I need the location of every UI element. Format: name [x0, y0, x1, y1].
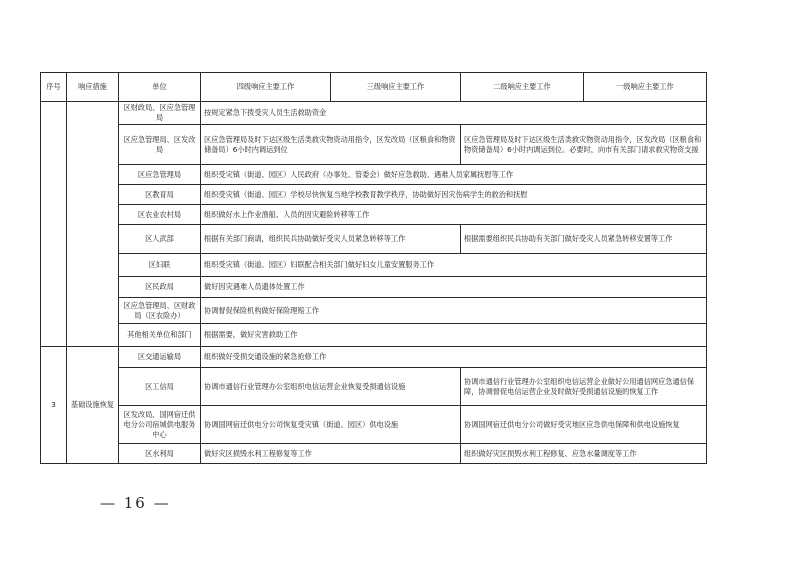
section-no-cell: 3 [41, 347, 67, 464]
section-no-cell [41, 102, 67, 347]
work-cell: 组织做好灾区损毁水利工程修复、应急水量调度等工作 [461, 444, 707, 464]
work-cell: 做好因灾遇难人员遗体处置工作 [201, 277, 707, 298]
header-measure: 响应措施 [67, 73, 119, 102]
unit-cell: 区应急管理局、区发改局 [119, 125, 201, 165]
work-cell: 区应急管理局及时下达区级生活类救灾物资动用指令，区发改局（区粮食和物资储备局）6小时内调运到位。必要时，向市有关部门请求救灾物资支援 [461, 125, 707, 165]
work-cell: 组织做好受损交通设施的紧急抢修工作 [201, 347, 707, 368]
section-measure-cell [67, 102, 119, 347]
table-row [41, 444, 707, 464]
work-cell: 根据需要，做好灾害救助工作 [201, 324, 707, 347]
table-row [41, 225, 707, 254]
table-row [41, 324, 707, 347]
unit-cell: 区交通运输局 [119, 347, 201, 368]
table-row [41, 165, 707, 185]
unit-cell: 区发改局、国网宿迁供电分公司宿城供电服务中心 [119, 406, 201, 444]
unit-cell: 区应急管理局、区财政局（区农险办） [119, 298, 201, 324]
table-row [41, 254, 707, 277]
unit-cell: 区妇联 [119, 254, 201, 277]
work-cell: 根据有关部门商请，组织民兵协助做好受灾人员紧急转移等工作 [201, 225, 461, 254]
header-no: 序号 [41, 73, 67, 102]
table-row [41, 347, 707, 368]
header-level1: 一级响应主要工作 [584, 73, 707, 102]
work-cell: 组织受灾镇（街道、园区）人民政府（办事处、管委会）做好应急救助、遇难人员家属抚慰等工作 [201, 165, 707, 185]
table-row [41, 205, 707, 225]
work-cell: 根据需要组织民兵协助有关部门做好受灾人员紧急转移安置等工作 [461, 225, 707, 254]
table-row [41, 185, 707, 205]
unit-cell: 区水利局 [119, 444, 201, 464]
work-cell: 组织受灾镇（街道、园区）学校尽快恢复当地学校教育教学秩序，协助做好因灾伤病学生的救治和抚慰 [201, 185, 707, 205]
table-row [41, 102, 707, 125]
work-cell: 区应急管理局及时下达区级生活类救灾物资动用指令，区发改局（区粮食和物资储备局）6小时内调运到位 [201, 125, 461, 165]
table-row [41, 406, 707, 444]
header-level4: 四级响应主要工作 [201, 73, 331, 102]
table-row [41, 368, 707, 406]
unit-cell: 区工信局 [119, 368, 201, 406]
table-header-row [41, 73, 707, 102]
table-row [41, 298, 707, 324]
header-level3: 三级响应主要工作 [331, 73, 461, 102]
unit-cell: 其他相关单位和部门 [119, 324, 201, 347]
section-measure-cell: 基础设施恢复 [67, 347, 119, 464]
work-cell: 组织做好水上作业渔船、人员的因灾避险转移等工作 [201, 205, 707, 225]
table-row [41, 125, 707, 165]
work-cell: 协调市通信行业管理办公室组织电信运营企业恢复受损通信设施 [201, 368, 461, 406]
unit-cell: 区应急管理局 [119, 165, 201, 185]
unit-cell: 区财政局、区应急管理局 [119, 102, 201, 125]
unit-cell: 区人武部 [119, 225, 201, 254]
work-cell: 组织受灾镇（街道、园区）妇联配合相关部门做好妇女儿童安置服务工作 [201, 254, 707, 277]
work-cell: 按规定紧急下拨受灾人员生活救助资金 [201, 102, 707, 125]
unit-cell: 区农业农村局 [119, 205, 201, 225]
work-cell: 协调国网宿迁供电分公司恢复受灾镇（街道、园区）供电设施 [201, 406, 461, 444]
header-level2: 二级响应主要工作 [461, 73, 584, 102]
work-cell: 协调市通信行业管理办公室组织电信运营企业做好公用通信网应急通信保障，协调督促电信运营企业及时做好受损通信设施的恢复工作 [461, 368, 707, 406]
work-cell: 协调国网宿迁供电分公司做好受灾地区应急供电保障和供电设施恢复 [461, 406, 707, 444]
unit-cell: 区教育局 [119, 185, 201, 205]
unit-cell: 区民政局 [119, 277, 201, 298]
response-table [40, 72, 707, 464]
work-cell: 做好灾区损毁水利工程修复等工作 [201, 444, 461, 464]
header-unit: 单位 [119, 73, 201, 102]
work-cell: 协调督促保险机构做好保险理赔工作 [201, 298, 707, 324]
table-row [41, 277, 707, 298]
page-number: — 16 — [100, 494, 171, 512]
